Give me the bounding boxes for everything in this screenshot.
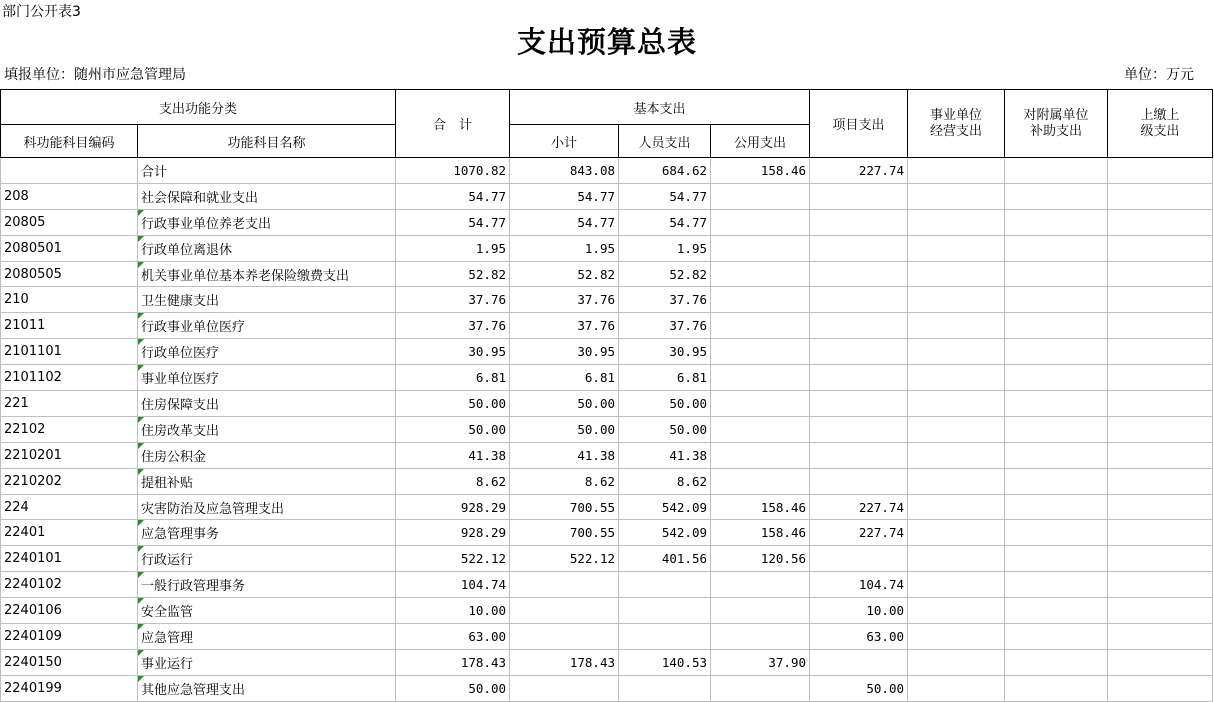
table-row (1, 339, 1213, 365)
row-name-text: 应急管理 (141, 630, 194, 646)
row-name (138, 520, 396, 546)
cell-biz-ops (908, 442, 1005, 468)
row-name-text: 行政事业单位医疗 (141, 320, 246, 336)
cell-personnel: 54.77 (619, 209, 711, 235)
cell-public (711, 287, 810, 313)
cell-project (810, 287, 908, 313)
cell-subtotal: 700.55 (510, 494, 619, 520)
cell-public (711, 339, 810, 365)
cell-public (711, 313, 810, 339)
row-code: 2240150 (1, 649, 138, 675)
row-name-text: 安全监管 (141, 605, 194, 621)
cell-marker-icon (138, 546, 144, 552)
cell-biz-ops (908, 416, 1005, 442)
cell-total: 1070.82 (396, 158, 510, 184)
cell-total: 6.81 (396, 365, 510, 391)
row-code: 2210202 (1, 468, 138, 494)
cell-subtotal: 8.62 (510, 468, 619, 494)
cell-total: 928.29 (396, 494, 510, 520)
row-name-text: 事业运行 (141, 656, 194, 672)
row-code: 22401 (1, 520, 138, 546)
header-subsidy: 对附属单位 补助支出 (1005, 90, 1108, 158)
cell-upper (1108, 520, 1213, 546)
cell-total: 50.00 (396, 416, 510, 442)
cell-marker-icon (138, 236, 144, 242)
cell-total: 54.77 (396, 183, 510, 209)
cell-subtotal: 700.55 (510, 520, 619, 546)
cell-marker-icon (138, 520, 144, 526)
cell-subtotal: 178.43 (510, 649, 619, 675)
cell-biz-ops (908, 235, 1005, 261)
table-row (1, 572, 1213, 598)
row-name-text: 一般行政管理事务 (141, 579, 246, 595)
table-row (1, 468, 1213, 494)
row-code: 224 (1, 494, 138, 520)
row-name-text: 卫生健康支出 (141, 294, 220, 310)
cell-subsidy (1005, 287, 1108, 313)
row-name-text: 住房公积金 (141, 449, 207, 465)
cell-project (810, 365, 908, 391)
cell-biz-ops (908, 183, 1005, 209)
row-code: 2240106 (1, 598, 138, 624)
row-name-text: 社会保障和就业支出 (141, 190, 259, 206)
cell-total: 63.00 (396, 624, 510, 650)
cell-subsidy (1005, 442, 1108, 468)
cell-biz-ops (908, 520, 1005, 546)
cell-personnel: 6.81 (619, 365, 711, 391)
cell-project: 227.74 (810, 494, 908, 520)
cell-subsidy (1005, 416, 1108, 442)
cell-subtotal: 6.81 (510, 365, 619, 391)
cell-subtotal: 54.77 (510, 209, 619, 235)
cell-subsidy (1005, 649, 1108, 675)
cell-marker-icon (138, 262, 144, 268)
cell-personnel: 8.62 (619, 468, 711, 494)
header-project: 项目支出 (810, 90, 908, 158)
cell-personnel: 684.62 (619, 158, 711, 184)
cell-project: 227.74 (810, 520, 908, 546)
row-name (138, 416, 396, 442)
row-name-text: 其他应急管理支出 (141, 682, 246, 698)
cell-biz-ops (908, 391, 1005, 417)
cell-upper (1108, 287, 1213, 313)
cell-total: 50.00 (396, 675, 510, 701)
cell-public: 37.90 (711, 649, 810, 675)
cell-subsidy (1005, 675, 1108, 701)
cell-project: 227.74 (810, 158, 908, 184)
cell-public (711, 183, 810, 209)
table-row (1, 158, 1213, 184)
header-personnel: 人员支出 (619, 125, 711, 158)
cell-total: 104.74 (396, 572, 510, 598)
table-row (1, 287, 1213, 313)
cell-subsidy (1005, 339, 1108, 365)
row-name (138, 313, 396, 339)
cell-project (810, 183, 908, 209)
row-code: 2080505 (1, 261, 138, 287)
table-row (1, 624, 1213, 650)
row-name (138, 391, 396, 417)
row-name-text: 行政运行 (141, 553, 194, 569)
cell-total: 37.76 (396, 313, 510, 339)
cell-marker-icon (138, 650, 144, 656)
cell-biz-ops (908, 261, 1005, 287)
budget-table (0, 89, 1213, 702)
row-name (138, 442, 396, 468)
cell-public: 158.46 (711, 158, 810, 184)
cell-public: 158.46 (711, 494, 810, 520)
row-name-text: 应急管理事务 (141, 527, 220, 543)
cell-project (810, 649, 908, 675)
row-name-text: 合计 (141, 164, 168, 180)
cell-upper (1108, 158, 1213, 184)
cell-public (711, 209, 810, 235)
cell-biz-ops (908, 287, 1005, 313)
cell-subtotal: 522.12 (510, 546, 619, 572)
cell-project (810, 468, 908, 494)
header-biz-ops: 事业单位 经营支出 (908, 90, 1005, 158)
row-code: 2240109 (1, 624, 138, 650)
cell-subsidy (1005, 494, 1108, 520)
cell-marker-icon (138, 443, 144, 449)
cell-upper (1108, 391, 1213, 417)
cell-subsidy (1005, 391, 1108, 417)
cell-public (711, 261, 810, 287)
sheet-tag: 部门公开表3 (2, 4, 81, 20)
cell-upper (1108, 365, 1213, 391)
cell-upper (1108, 624, 1213, 650)
cell-marker-icon (138, 572, 144, 578)
cell-personnel: 401.56 (619, 546, 711, 572)
cell-public (711, 365, 810, 391)
cell-marker-icon (138, 313, 144, 319)
row-name (138, 675, 396, 701)
cell-public (711, 675, 810, 701)
cell-subtotal: 37.76 (510, 287, 619, 313)
table-row (1, 183, 1213, 209)
cell-marker-icon (138, 365, 144, 371)
cell-personnel: 41.38 (619, 442, 711, 468)
table-row (1, 520, 1213, 546)
row-name (138, 209, 396, 235)
header-public: 公用支出 (711, 125, 810, 158)
row-name (138, 468, 396, 494)
cell-biz-ops (908, 546, 1005, 572)
cell-total: 10.00 (396, 598, 510, 624)
cell-subsidy (1005, 520, 1108, 546)
cell-subsidy (1005, 598, 1108, 624)
row-name (138, 624, 396, 650)
cell-total: 52.82 (396, 261, 510, 287)
cell-subtotal (510, 598, 619, 624)
cell-biz-ops (908, 339, 1005, 365)
row-code: 2210201 (1, 442, 138, 468)
cell-biz-ops (908, 494, 1005, 520)
cell-upper (1108, 416, 1213, 442)
row-name (138, 183, 396, 209)
cell-subtotal (510, 675, 619, 701)
cell-upper (1108, 572, 1213, 598)
cell-marker-icon (138, 598, 144, 604)
cell-upper (1108, 675, 1213, 701)
row-name-text: 提租补贴 (141, 475, 194, 491)
cell-biz-ops (908, 649, 1005, 675)
cell-biz-ops (908, 572, 1005, 598)
cell-biz-ops (908, 365, 1005, 391)
row-name-text: 住房保障支出 (141, 397, 220, 413)
table-row (1, 494, 1213, 520)
cell-subsidy (1005, 209, 1108, 235)
cell-subtotal: 30.95 (510, 339, 619, 365)
table-row (1, 391, 1213, 417)
cell-subtotal: 41.38 (510, 442, 619, 468)
row-name-text: 行政单位医疗 (141, 346, 220, 362)
cell-public (711, 572, 810, 598)
header-code: 科功能科目编码 (1, 125, 138, 158)
header-name: 功能科目名称 (138, 125, 396, 158)
cell-total: 54.77 (396, 209, 510, 235)
cell-project: 50.00 (810, 675, 908, 701)
cell-upper (1108, 183, 1213, 209)
cell-marker-icon (138, 624, 144, 630)
cell-marker-icon (138, 676, 144, 682)
row-code: 2240101 (1, 546, 138, 572)
cell-total: 41.38 (396, 442, 510, 468)
cell-upper (1108, 442, 1213, 468)
row-code (1, 158, 138, 184)
table-row (1, 365, 1213, 391)
cell-project (810, 391, 908, 417)
table-row (1, 261, 1213, 287)
row-name (138, 572, 396, 598)
row-name (138, 158, 396, 184)
row-name-text: 机关事业单位基本养老保险缴费支出 (141, 268, 350, 284)
cell-personnel: 54.77 (619, 183, 711, 209)
cell-marker-icon (138, 469, 144, 475)
row-code: 208 (1, 183, 138, 209)
cell-personnel: 30.95 (619, 339, 711, 365)
cell-subtotal: 843.08 (510, 158, 619, 184)
row-code: 2240199 (1, 675, 138, 701)
table-row (1, 546, 1213, 572)
cell-upper (1108, 598, 1213, 624)
cell-marker-icon (138, 210, 144, 216)
cell-upper (1108, 546, 1213, 572)
cell-upper (1108, 235, 1213, 261)
cell-subtotal (510, 624, 619, 650)
cell-biz-ops (908, 675, 1005, 701)
row-code: 2080501 (1, 235, 138, 261)
row-name (138, 287, 396, 313)
row-code: 2240102 (1, 572, 138, 598)
header-subtotal: 小计 (510, 125, 619, 158)
cell-subtotal: 54.77 (510, 183, 619, 209)
row-code: 2101101 (1, 339, 138, 365)
row-name-text: 行政事业单位养老支出 (141, 216, 272, 232)
cell-marker-icon (138, 417, 144, 423)
cell-personnel: 1.95 (619, 235, 711, 261)
currency-unit: 单位：万元 (1124, 67, 1194, 83)
cell-personnel: 37.76 (619, 313, 711, 339)
cell-marker-icon (138, 339, 144, 345)
cell-subsidy (1005, 624, 1108, 650)
cell-biz-ops (908, 209, 1005, 235)
cell-public (711, 416, 810, 442)
row-code: 21011 (1, 313, 138, 339)
cell-public (711, 442, 810, 468)
cell-personnel (619, 675, 711, 701)
cell-subsidy (1005, 158, 1108, 184)
cell-personnel: 52.82 (619, 261, 711, 287)
cell-subtotal: 1.95 (510, 235, 619, 261)
table-row (1, 598, 1213, 624)
row-name-text: 行政单位离退休 (141, 242, 233, 258)
row-code: 22102 (1, 416, 138, 442)
cell-upper (1108, 649, 1213, 675)
cell-subsidy (1005, 235, 1108, 261)
cell-subsidy (1005, 572, 1108, 598)
cell-upper (1108, 313, 1213, 339)
cell-project: 63.00 (810, 624, 908, 650)
cell-total: 50.00 (396, 391, 510, 417)
cell-upper (1108, 468, 1213, 494)
cell-personnel: 37.76 (619, 287, 711, 313)
cell-public (711, 235, 810, 261)
cell-project (810, 261, 908, 287)
row-name-text: 住房改革支出 (141, 423, 220, 439)
cell-personnel: 542.09 (619, 494, 711, 520)
cell-personnel: 542.09 (619, 520, 711, 546)
cell-personnel (619, 624, 711, 650)
cell-biz-ops (908, 158, 1005, 184)
row-code: 210 (1, 287, 138, 313)
cell-project: 10.00 (810, 598, 908, 624)
cell-public: 158.46 (711, 520, 810, 546)
cell-total: 30.95 (396, 339, 510, 365)
header-basic: 基本支出 (510, 90, 810, 125)
cell-total: 178.43 (396, 649, 510, 675)
cell-public (711, 624, 810, 650)
row-name (138, 649, 396, 675)
cell-total: 37.76 (396, 287, 510, 313)
row-name-text: 灾害防治及应急管理支出 (141, 501, 285, 517)
table-row (1, 209, 1213, 235)
cell-subtotal: 50.00 (510, 416, 619, 442)
table-row (1, 649, 1213, 675)
cell-biz-ops (908, 598, 1005, 624)
cell-project (810, 546, 908, 572)
cell-project: 104.74 (810, 572, 908, 598)
cell-project (810, 313, 908, 339)
cell-biz-ops (908, 624, 1005, 650)
table-row (1, 416, 1213, 442)
cell-subtotal (510, 572, 619, 598)
cell-personnel: 140.53 (619, 649, 711, 675)
cell-project (810, 442, 908, 468)
row-name (138, 339, 396, 365)
cell-subsidy (1005, 261, 1108, 287)
cell-project (810, 416, 908, 442)
table-row (1, 675, 1213, 701)
cell-project (810, 209, 908, 235)
cell-total: 8.62 (396, 468, 510, 494)
row-code: 20805 (1, 209, 138, 235)
row-name (138, 261, 396, 287)
cell-total: 1.95 (396, 235, 510, 261)
cell-personnel: 50.00 (619, 391, 711, 417)
row-name (138, 494, 396, 520)
cell-total: 522.12 (396, 546, 510, 572)
cell-total: 928.29 (396, 520, 510, 546)
cell-subsidy (1005, 313, 1108, 339)
cell-personnel (619, 598, 711, 624)
row-name (138, 546, 396, 572)
row-name (138, 235, 396, 261)
cell-upper (1108, 494, 1213, 520)
cell-subsidy (1005, 468, 1108, 494)
cell-subtotal: 50.00 (510, 391, 619, 417)
table-row (1, 313, 1213, 339)
cell-biz-ops (908, 468, 1005, 494)
row-code: 2101102 (1, 365, 138, 391)
cell-project (810, 235, 908, 261)
header-row-1 (1, 90, 1213, 125)
cell-public (711, 468, 810, 494)
cell-public (711, 391, 810, 417)
cell-public: 120.56 (711, 546, 810, 572)
cell-upper (1108, 261, 1213, 287)
row-name (138, 365, 396, 391)
cell-upper (1108, 209, 1213, 235)
reporting-unit: 填报单位：随州市应急管理局 (4, 67, 186, 83)
row-name-text: 事业单位医疗 (141, 372, 220, 388)
cell-project (810, 339, 908, 365)
cell-subsidy (1005, 546, 1108, 572)
table-row (1, 442, 1213, 468)
cell-subtotal: 37.76 (510, 313, 619, 339)
header-upper: 上缴上 级支出 (1108, 90, 1213, 158)
cell-public (711, 598, 810, 624)
cell-personnel: 50.00 (619, 416, 711, 442)
header-func-class: 支出功能分类 (1, 90, 396, 125)
row-code: 221 (1, 391, 138, 417)
cell-subsidy (1005, 183, 1108, 209)
page-title: 支出预算总表 (516, 25, 697, 59)
cell-subsidy (1005, 365, 1108, 391)
cell-upper (1108, 339, 1213, 365)
cell-biz-ops (908, 313, 1005, 339)
table-row (1, 235, 1213, 261)
cell-subtotal: 52.82 (510, 261, 619, 287)
row-name (138, 598, 396, 624)
cell-personnel (619, 572, 711, 598)
header-total: 合 计 (396, 90, 510, 158)
